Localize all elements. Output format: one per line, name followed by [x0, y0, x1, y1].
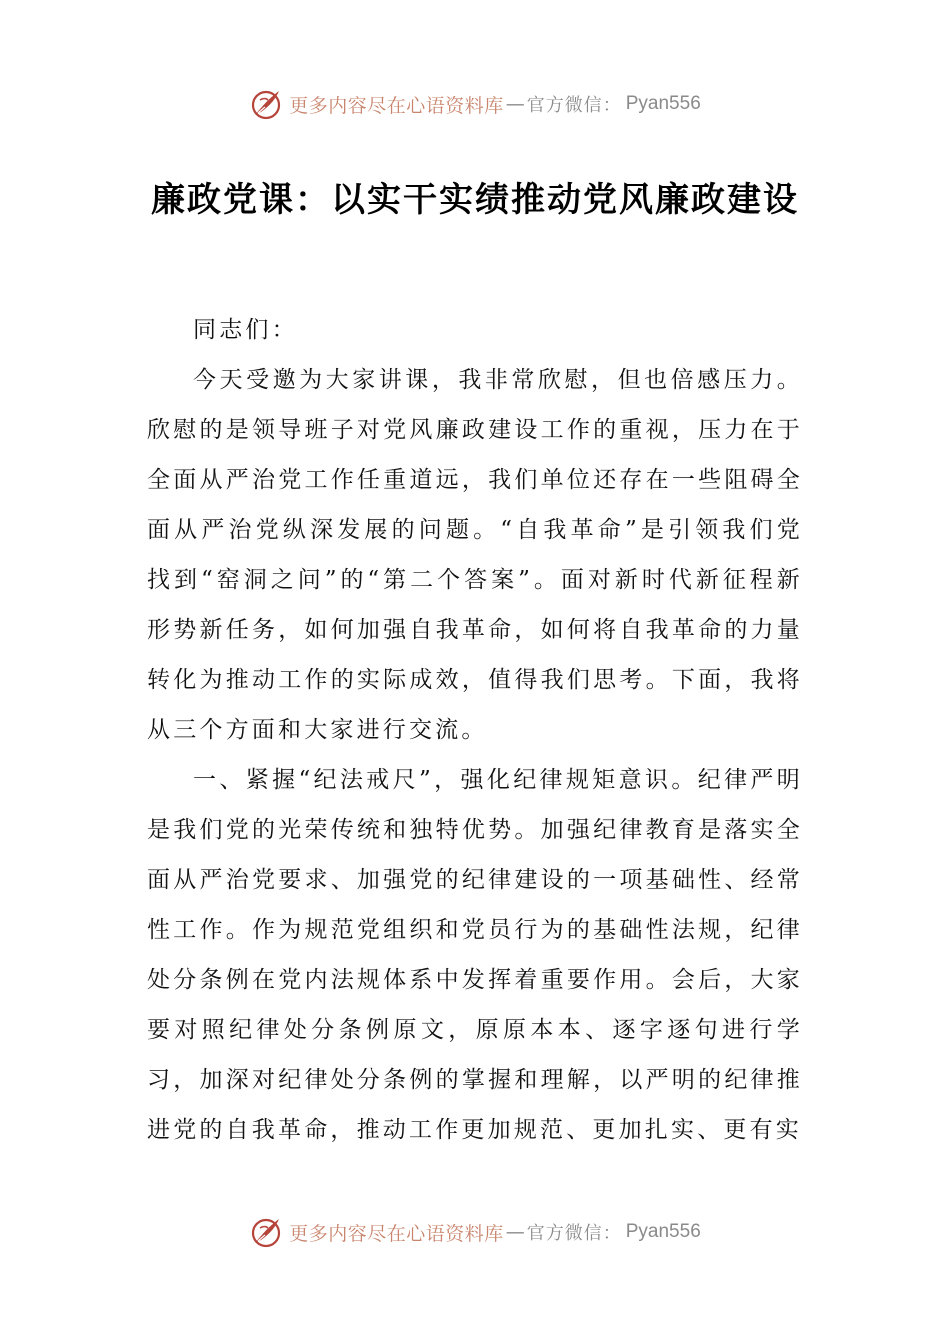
banner-wechat-label: 官方微信：: [526, 95, 622, 116]
banner-wechat-id: Pyan556: [625, 1221, 701, 1242]
banner-dash: —: [505, 93, 525, 115]
banner-text: 更多内容尽在心语资料库: [289, 94, 504, 117]
banner-dash: —: [505, 1221, 525, 1243]
quill-pen-logo-icon: [249, 86, 285, 122]
banner-text: 更多内容尽在心语资料库: [289, 1222, 504, 1245]
footer-banner: [0, 1212, 950, 1252]
paragraph-2: 一、紧握“纪法戒尺”，强化纪律规矩意识。纪律严明是我们党的光荣传统和独特优势。加强纪律教育是落实全面从严治党要求、加强党的纪律建设的一项基础性、经常性工作。作为规范党组织和党员行为的基础性法规，纪律处分条例在党内法规体系中发挥着重要作用。会后，大家要对照纪律处分条例原文，原原本本、逐字逐句进行学习，加深对纪律处分条例的掌握和理解，以严明的纪律推进党的自我革命，推动工作更加规范、更加扎实、更有实: [147, 767, 803, 1143]
banner-wechat-label: 官方微信：: [526, 1223, 622, 1244]
document-title: 廉政党课：以实干实绩推动党风廉政建设: [151, 180, 799, 220]
header-banner: [0, 84, 950, 124]
quill-pen-logo-icon: [249, 1214, 285, 1250]
greeting: 同志们：: [193, 317, 298, 343]
paragraph-1: 今天受邀为大家讲课，我非常欣慰，但也倍感压力。欣慰的是领导班子对党风廉政建设工作的重视，压力在于全面从严治党工作任重道远，我们单位还存在一些阻碍全面从严治党纵深发展的问题。“自我革命”是引领我们党找到“窑洞之问”的“第二个答案”。面对新时代新征程新形势新任务，如何加强自我革命，如何将自我革命的力量转化为推动工作的实际成效，值得我们思考。下面，我将从三个方面和大家进行交流。: [147, 367, 803, 743]
banner-wechat-id: Pyan556: [625, 93, 701, 114]
document-body: [147, 305, 803, 1155]
